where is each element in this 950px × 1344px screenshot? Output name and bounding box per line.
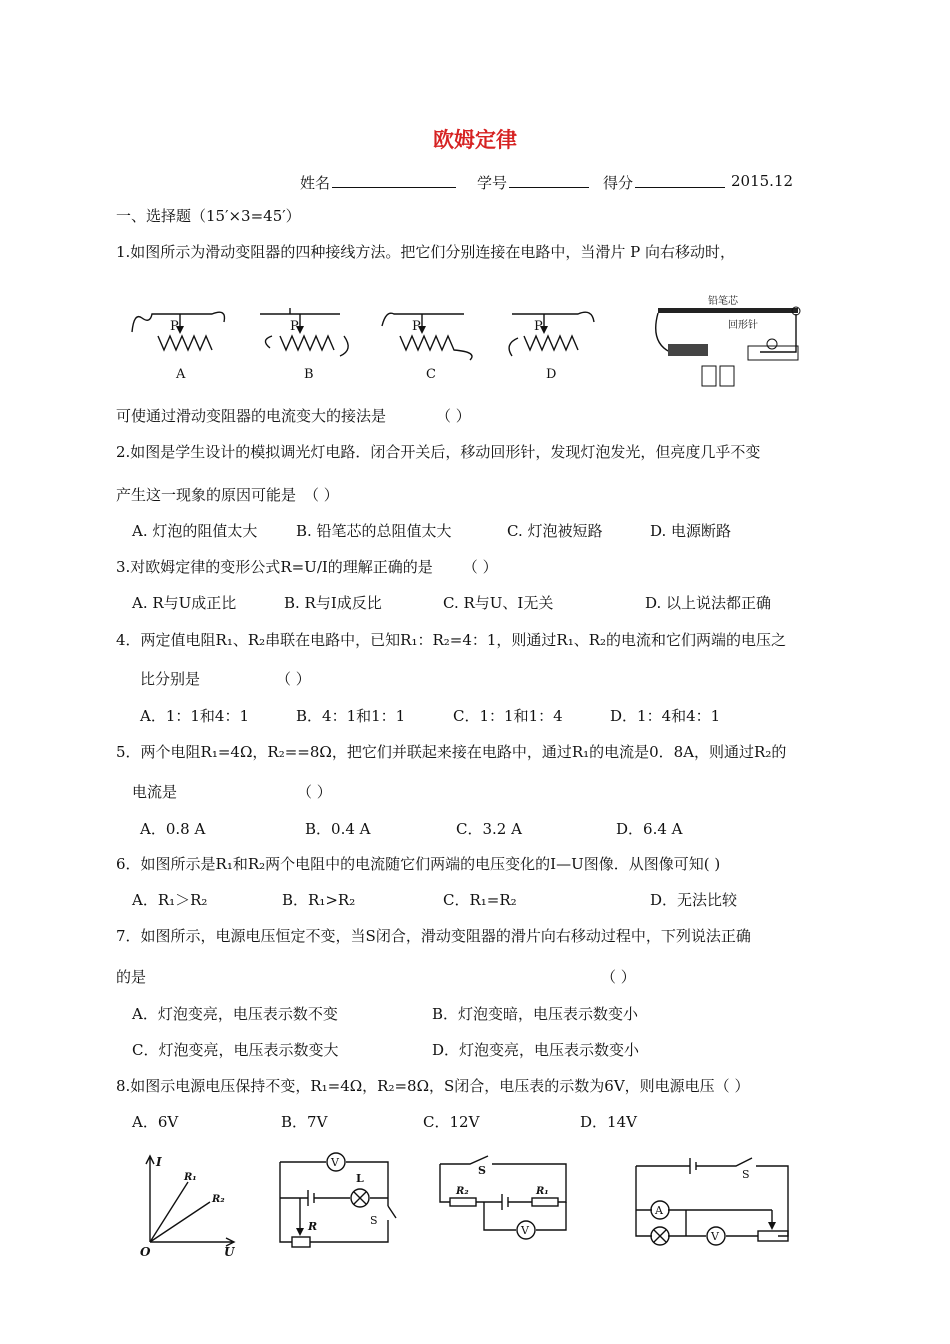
q8-text: 8.如图示电源电压保持不变，R₁=4Ω，R₂=8Ω，S闭合，电压表的示数为6V，则电源电压（ ） [116,1077,750,1095]
svg-text:V: V [711,1230,719,1243]
q2-option-a[interactable]: A. 灯泡的阻值太大 [132,522,258,540]
q3-option-d[interactable]: D. 以上说法都正确 [645,594,772,612]
pencil-circuit-figure [650,292,810,392]
q8-option-a[interactable]: A．6V [132,1113,179,1131]
answer-blank[interactable]: （ ） [601,968,636,986]
q3-text: 3.对欧姆定律的变形公式R=U/I的理解正确的是 （ ） [116,558,498,576]
q2-option-b[interactable]: B. 铅笔芯的总阻值太大 [296,522,452,540]
rheostat-c [382,313,472,382]
answer-blank[interactable]: （ ） [276,670,311,688]
score-field[interactable] [603,172,725,193]
q5-option-d[interactable]: D．6.4 A [616,820,683,838]
iu-graph-figure [132,1150,242,1260]
r2-label: R₂ [212,1194,225,1205]
answer-blank[interactable]: （ ） [297,783,332,801]
svg-text:P: P [290,319,299,334]
q3-option-a[interactable]: A. R与U成正比 [132,594,237,612]
circuit-fig-q8 [430,1150,576,1246]
name-field[interactable] [300,172,456,193]
svg-text:S: S [742,1168,750,1181]
q6-option-b[interactable]: B．R₁>R₂ [282,891,356,909]
svg-text:R₂: R₂ [456,1186,469,1197]
svg-text:A: A [176,367,186,382]
svg-text:B: B [304,367,314,382]
score-label: 得分 [603,174,634,192]
q5-option-c[interactable]: C．3.2 A [456,820,522,838]
q6-text: 6．如图所示是R₁和R₂两个电阻中的电流随它们两端的电压变化的I—U图像．从图像可知( ) [116,855,721,873]
q3-option-b[interactable]: B. R与I成反比 [284,594,382,612]
q6-option-a[interactable]: A．R₁＞R₂ [132,891,208,909]
pencil-label: 铅笔芯 [708,296,738,307]
q2-text: 2.如图是学生设计的模拟调光灯电路．闭合开关后，移动回形针，发现灯泡发光，但亮度几乎不变 [116,443,761,461]
rheostat-figures [120,300,620,395]
svg-text:S: S [478,1164,486,1177]
svg-text:D: D [546,367,557,382]
rheostat-a [132,312,225,382]
q7-option-a[interactable]: A．灯泡变亮，电压表示数不变 [132,1005,338,1023]
slider-label: P [170,319,179,334]
q5-option-b[interactable]: B．0.4 A [305,820,371,838]
answer-blank[interactable]: （ ） [462,558,498,576]
x-axis-label: U [224,1245,235,1259]
origin-label: O [140,1245,151,1259]
q4-option-b[interactable]: B．4：1和1：1 [296,707,406,725]
q2-text2: 产生这一现象的原因可能是 （ ） [116,486,339,504]
q5-text: 5．两个电阻R₁=4Ω，R₂==8Ω，把它们并联起来接在电路中，通过R₁的电流是0．8A，则通过R₂的 [116,743,787,761]
q7-text: 7．如图所示，电源电压恒定不变，当S闭合，滑动变阻器的滑片向右移动过程中，下列说法正确 [116,927,751,945]
rheostat-label: R [308,1220,318,1233]
q7-option-d[interactable]: D．灯泡变亮，电压表示数变小 [432,1041,640,1059]
section-heading: 一、选择题（15′×3=45′） [116,207,301,225]
q4-text2: 比分别是 （ ） [140,670,311,688]
q1-text2: 可使通过滑动变阻器的电流变大的接法是 （ ） [116,407,471,425]
circuit-fig-q7 [272,1148,400,1254]
q5-text2: 电流是 （ ） [132,783,332,801]
q1-text: 1.如图所示为滑动变阻器的四种接线方法。把它们分别连接在电路中，当滑片 P 向右移动时， [116,243,735,261]
id-field[interactable] [477,172,589,193]
switch-label: S [370,1214,378,1227]
answer-blank[interactable]: （ ） [304,486,339,504]
q4-option-c[interactable]: C．1：1和1：4 [453,707,563,725]
svg-text:A: A [655,1204,663,1217]
q3-option-c[interactable]: C. R与U、I无关 [443,594,554,612]
q4-option-d[interactable]: D．1：4和4：1 [610,707,721,725]
lamp-label: L [356,1172,364,1185]
y-axis-label: I [156,1155,162,1169]
answer-blank[interactable]: （ ） [436,407,471,425]
svg-text:R₁: R₁ [536,1186,549,1197]
date-text: 2015.12 [731,172,794,190]
q7-text2: 的是 （ ） [116,968,636,986]
svg-text:P: P [412,319,421,334]
rheostat-d [509,312,594,382]
svg-text:V: V [331,1156,339,1169]
clip-label: 回形针 [728,320,758,331]
name-label: 姓名 [300,174,331,192]
q2-option-c[interactable]: C. 灯泡被短路 [507,522,603,540]
q6-option-c[interactable]: C．R₁=R₂ [443,891,517,909]
q7-option-c[interactable]: C．灯泡变亮，电压表示数变大 [132,1041,339,1059]
q8-option-d[interactable]: D．14V [580,1113,637,1131]
q6-option-d[interactable]: D．无法比较 [650,891,738,909]
q8-option-c[interactable]: C．12V [423,1113,480,1131]
q7-option-b[interactable]: B．灯泡变暗，电压表示数变小 [432,1005,639,1023]
svg-text:P: P [534,319,543,334]
rheostat-b [260,308,348,382]
q2-option-d[interactable]: D. 电源断路 [650,522,732,540]
circuit-fig-q9 [632,1152,800,1252]
q4-text: 4．两定值电阻R₁、R₂串联在电路中，已知R₁：R₂=4：1，则通过R₁、R₂的电流和它们两端的电压之 [116,631,787,649]
svg-text:C: C [426,367,436,382]
q5-option-a[interactable]: A．0.8 A [140,820,206,838]
svg-text:V: V [521,1224,529,1237]
r1-label: R₁ [184,1172,197,1183]
page-title: 欧姆定律 [433,127,517,152]
q4-option-a[interactable]: A．1：1和4：1 [140,707,250,725]
q8-option-b[interactable]: B．7V [281,1113,328,1131]
id-label: 学号 [477,174,508,192]
